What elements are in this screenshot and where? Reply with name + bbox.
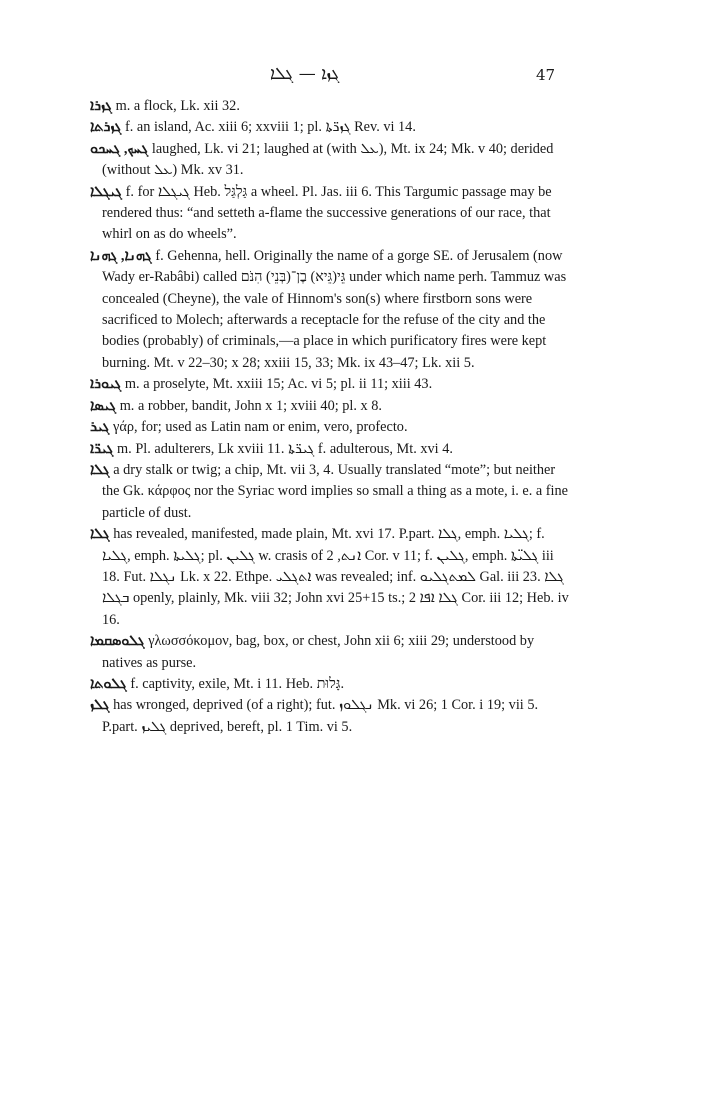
dictionary-entry bbox=[90, 417, 570, 438]
dictionary-entry bbox=[90, 695, 570, 738]
dictionary-entry bbox=[90, 631, 570, 674]
definition: m. a proselyte, Mt. xxiii 15; Ac. vi 5; pl. ii 11; xiii 43. bbox=[124, 376, 433, 393]
definition: f. an island, Ac. xiii 6; xxviii 1; pl. ܓܙܪ̈ܬܐ Rev. vi 14. bbox=[125, 119, 416, 136]
definition: laughed, Lk. vi 21; laughed at (with ܥܠ), Mt. ix 24; Mk. v 40; derided (without ܥܠ) Mk. xv 31. bbox=[102, 140, 554, 179]
running-head: ܓܙܐ — ܓܠܐ bbox=[270, 64, 340, 84]
definition: m. Pl. adulterers, Lk xviii 11. ܓܝܪ̈ܬܐ f. adulterous, Mt. xvi 4. bbox=[117, 440, 453, 457]
definition: m. a robber, bandit, John x 1; xviii 40; pl. x 8. bbox=[119, 397, 382, 414]
headword: ܓܗܢܐ, ܓܗܢܐ bbox=[90, 247, 152, 264]
headword: ܓܙܪܐ bbox=[90, 98, 113, 114]
dictionary-entry bbox=[90, 374, 570, 395]
headword: ܓܝܪ bbox=[90, 419, 110, 436]
dictionary-entry bbox=[90, 524, 570, 631]
dictionary-entry bbox=[90, 182, 570, 246]
definition: γάρ, for; used as Latin nam or enim, vero, profecto. bbox=[113, 419, 408, 436]
dictionary-entry bbox=[90, 96, 570, 117]
dictionary-entry bbox=[90, 460, 570, 524]
dictionary-entry bbox=[90, 117, 570, 138]
page-header bbox=[0, 60, 710, 90]
dictionary-entry bbox=[90, 246, 570, 374]
definition: f. Gehenna, hell. Originally the name of a gorge SE. of Jerusalem (now Wady er-Rabâbi) called גֵּי(גֵּיא) בֶן־(בְּנֵי) הִנֹּם under which name perh. Tammuz was concealed (Cheyne), the vale of Hinnom's son(s) where firstborn sons were sacrificed to Molech; afterwards a receptacle for the refuse of the city and the bodies (probably) of criminals,—a place in which purificatory fires were kept burning. Mt. v 22–30; x 28; xxiii 15, 33; Mk. ix 43–47; Lk. xii 5. bbox=[102, 247, 567, 371]
dictionary-entries bbox=[90, 96, 570, 738]
headword: ܓܠܘܬܐ bbox=[90, 675, 127, 692]
dictionary-entry bbox=[90, 139, 570, 182]
page-number: 47 bbox=[536, 66, 556, 84]
headword: ܓܚܟ, ܓܚܟܘ bbox=[90, 140, 149, 157]
definition: f. for ܓܝܓܠܐ Heb. גַּלְגַּל a wheel. Pl. Jas. iii 6. This Targumic passage may be rendered thus: “and setteth a-flame the successive generations of our race, that whirl on as do wheels”. bbox=[102, 183, 552, 243]
definition: has revealed, manifested, made plain, Mt. xvi 17. P.part. ܓܠܐ, emph. ܓܠܝܐ; f. ܓܠܝܐ, emph. ܓܠܝܬܐ; pl. ܓܠܝܢ w. crasis of ܐܢܬ, 2 Cor. v 11; f. ܓܠܝܢ, emph. ܓܠܝ̈ܬܐ iii 18. Fut. ܢܓܠܐ Lk. x 22. Ethpe. ܐܬܓܠܝ was revealed; inf. ܠܡܬܓܠܝܘ Gal. iii 23. ܓܠܐ ܒܓܠܐ openly, plainly, Mk. viii 32; John xvi 25+15 ts.; ܓܠܐ ܐܦܐ 2 Cor. iii 12; Heb. iv 16. bbox=[102, 526, 569, 628]
headword: ܓܝܘܪܐ bbox=[90, 376, 122, 393]
headword: ܓܝܓܠܐ bbox=[90, 183, 123, 200]
headword: ܓܠܘܣܩܡܐ bbox=[90, 633, 145, 650]
headword: ܓܠܙ bbox=[90, 697, 110, 714]
headword: ܓܝܣܐ bbox=[90, 397, 117, 414]
headword: ܓܠܐ bbox=[90, 461, 110, 478]
definition: m. a flock, Lk. xii 32. bbox=[115, 98, 240, 114]
dictionary-entry bbox=[90, 674, 570, 695]
headword: ܓܠܐ bbox=[90, 526, 110, 543]
dictionary-entry bbox=[90, 396, 570, 417]
dictionary-entry bbox=[90, 439, 570, 460]
headword: ܓܙܪܬܐ bbox=[90, 119, 122, 136]
definition: f. captivity, exile, Mt. i 11. Heb. גָּלוּת. bbox=[130, 675, 345, 692]
definition: has wronged, deprived (of a right); fut. ܢܓܠܘܙ Mk. vi 26; 1 Cor. i 19; vii 5. P.part. ܓܠܝܙ deprived, bereft, pl. 1 Tim. vi 5. bbox=[102, 697, 539, 735]
definition: γλωσσόκομον, bag, box, or chest, John xii 6; xiii 29; understood by natives as purse. bbox=[102, 633, 535, 671]
headword: ܓܝܪ̈ܐ bbox=[90, 440, 114, 457]
definition: a dry stalk or twig; a chip, Mt. vii 3, 4. Usually translated “mote”; but neither the Gk. κάρφος nor the Syriac word implies so small a thing as a mote, i. e. a fine particle of dust. bbox=[102, 461, 569, 521]
